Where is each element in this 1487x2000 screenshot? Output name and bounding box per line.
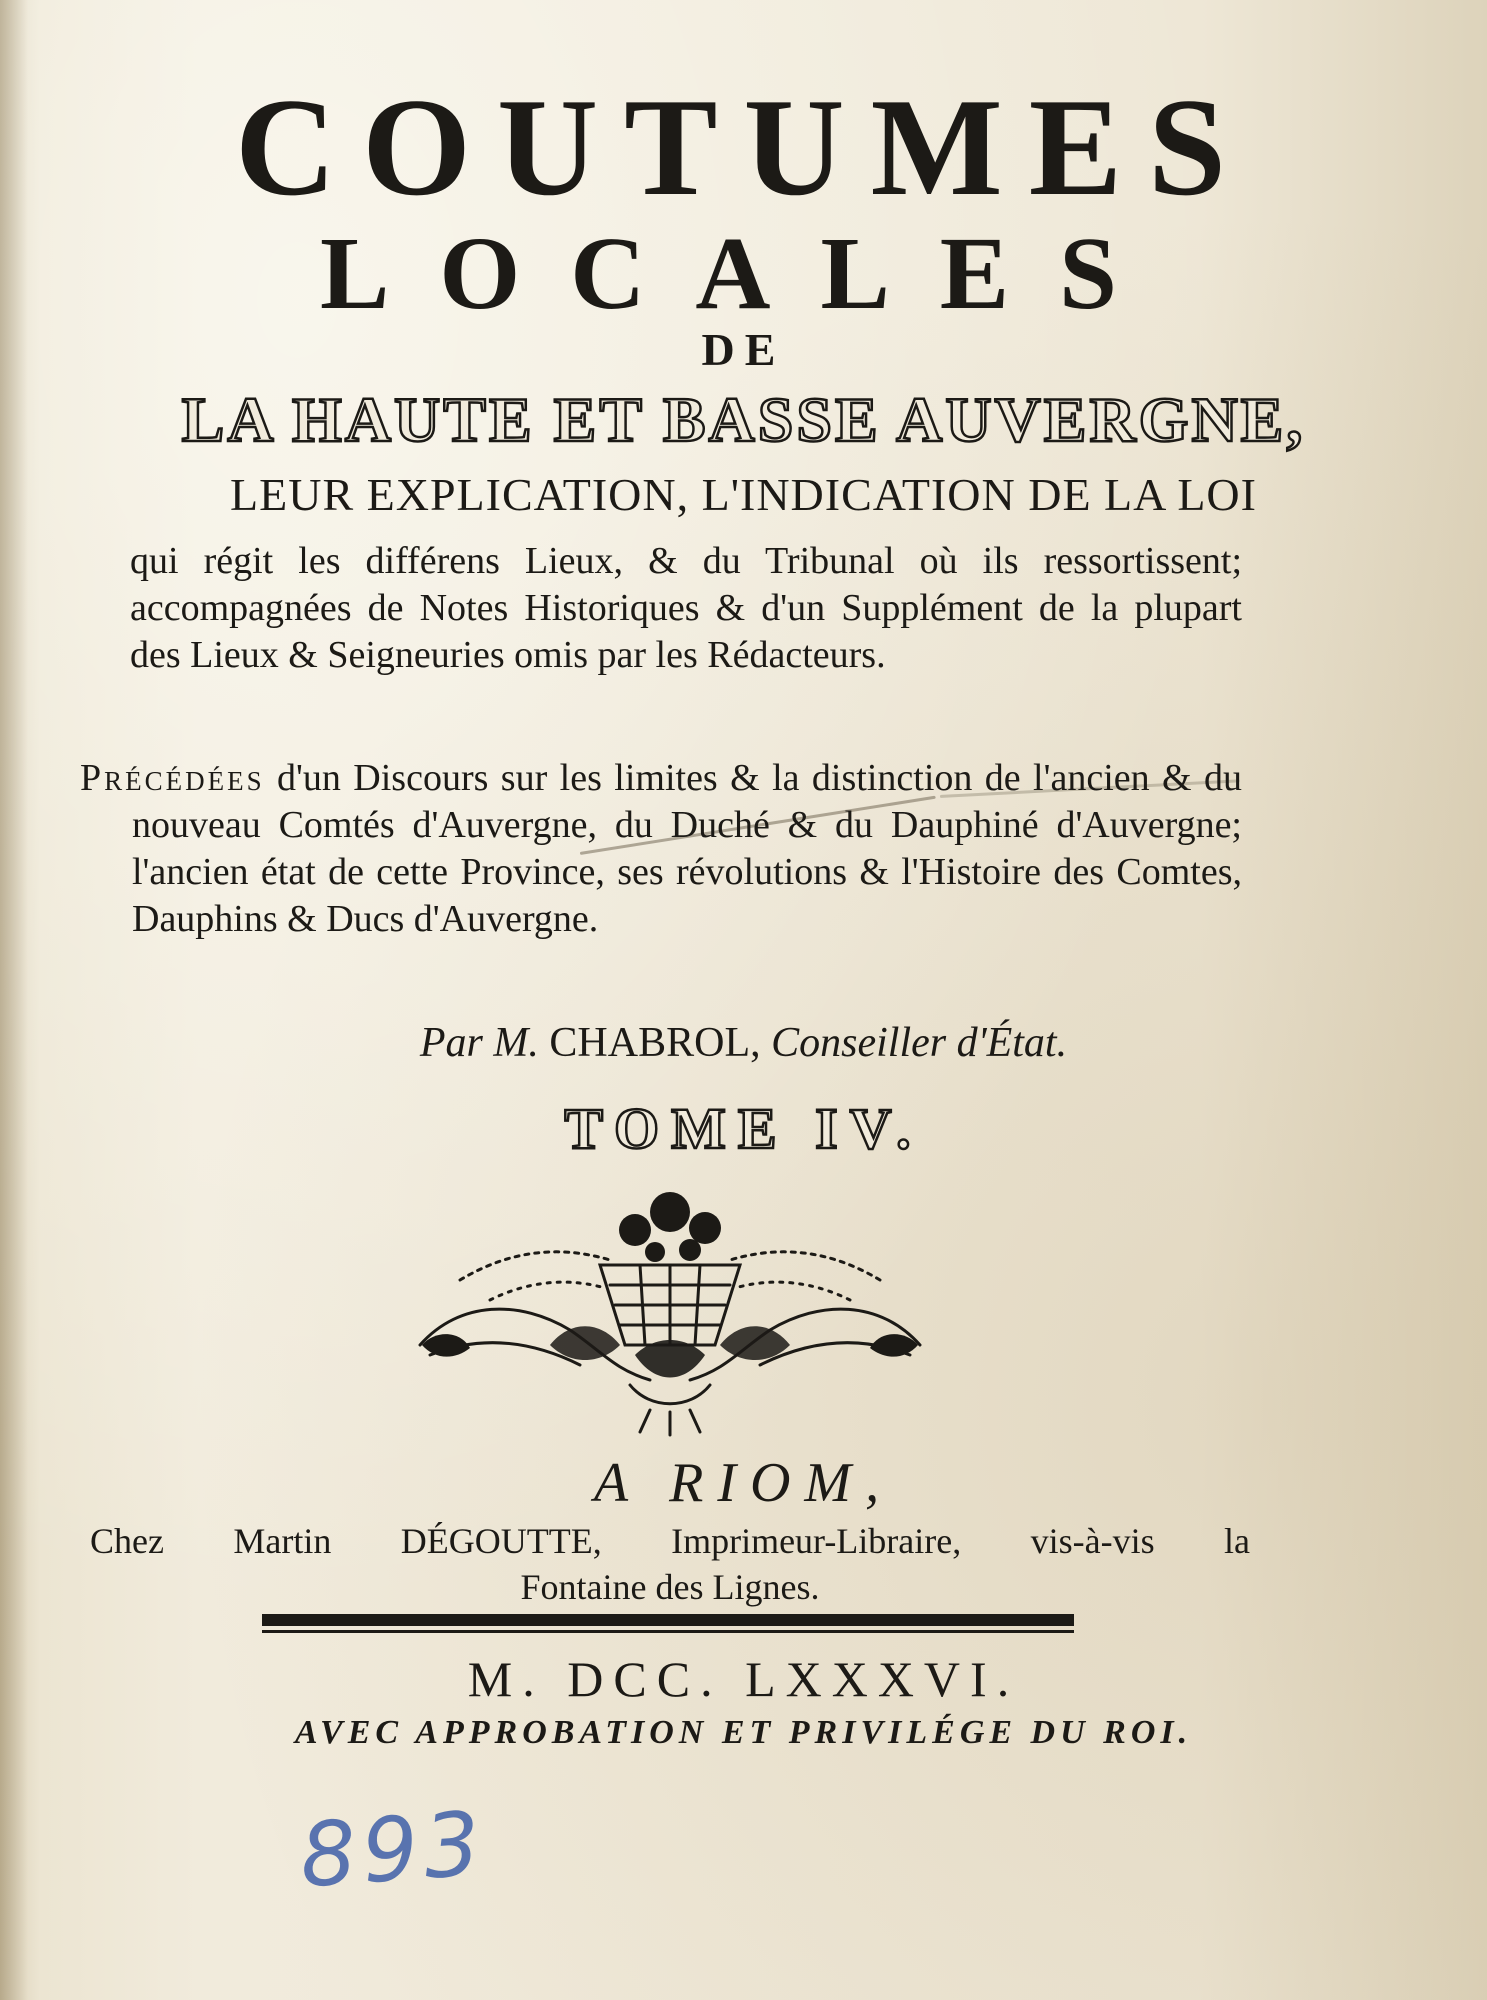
publisher-block [90,1518,1250,1610]
author-title: Conseiller d'État. [771,1020,1068,1066]
volume-number: TOME IV. [564,1096,923,1161]
description-paragraph: qui régit les différens Lieux, & du Tribunal où ils ressortissent; accompagnées de Notes Historiques & d'un Supplément de la plupart des Lieux & Seigneuries omis par les Rédacteurs. [130,540,1242,676]
preface-text-block [80,755,1242,943]
title-locales: LOCALES [319,216,1168,331]
title-region: LA HAUTE ET BASSE AUVERGNE, [181,384,1306,455]
author-name: CHABROL, [538,1020,772,1066]
publisher-line-2: Fontaine des Lignes. [520,1567,820,1607]
preface-lead-word: Précédées [80,757,265,799]
title-de: DE [701,324,786,375]
cornucopia-ornament-icon [400,1170,940,1440]
preface-paragraph [80,755,1242,943]
title-subtitle: LEUR EXPLICATION, L'INDICATION DE LA LOI [230,469,1257,520]
imprint-city: A RIOM, [593,1452,894,1514]
author-line [0,1020,1487,1066]
publisher-line-1: Chez Martin DÉGOUTTE, Imprimeur-Libraire, vis-à-vis la [90,1521,1250,1561]
title-coutumes: COUTUMES [235,70,1252,225]
thin-rule [262,1630,1074,1633]
handwritten-shelfmark: 893 [296,1791,490,1908]
thick-rule [262,1614,1074,1626]
publication-year: M. DCC. LXXXVI. [467,1651,1020,1707]
author-prefix: Par M. [419,1020,539,1066]
royal-privilege: AVEC APPROBATION ET PRIVILÉGE DU ROI. [294,1714,1193,1751]
preface-text: d'un Discours sur les limites & la distinction de l'ancien & du nouveau Comtés d'Auvergne, du Duché & du Dauphiné d'Auvergne; l'ancien état de cette Province, ses révolutions & l'Histoire des Comtes, Dauphins & Ducs d'Auvergne. [132,757,1242,940]
